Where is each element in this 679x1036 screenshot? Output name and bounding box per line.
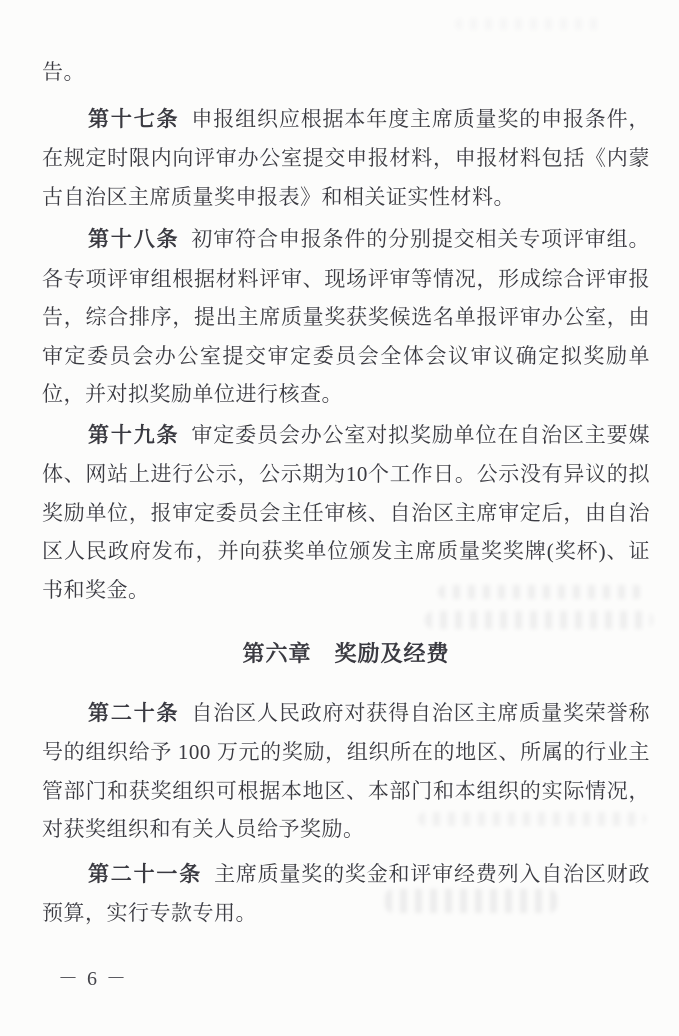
- article-19-paragraph: [42, 416, 650, 610]
- paragraph-line: 在规定时限内向评审办公室提交申报材料，申报材料包括《内蒙: [42, 146, 650, 170]
- paragraph-line: 古自治区主席质量奖申报表》和相关证实性材料。: [42, 184, 515, 209]
- paragraph-line: [42, 694, 650, 734]
- chapter-heading: 第六章 奖励及经费: [242, 641, 450, 666]
- article-21-text: 主席质量奖的奖金和评审经费列入自治区财政: [214, 861, 650, 886]
- paragraph-line: [42, 220, 650, 260]
- article-18-paragraph: [42, 220, 650, 414]
- paragraph-line: 告，综合排序，提出主席质量奖获奖候选名单报评审办公室，由: [42, 305, 650, 329]
- article-20-label: 第二十条: [88, 701, 180, 725]
- paragraph-line: 书和奖金。: [42, 577, 150, 602]
- paragraph-line: 审定委员会办公室提交审定委员会全体会议审议确定拟奖励单: [42, 343, 650, 368]
- carryover-paragraph: [42, 53, 650, 92]
- article-20-paragraph: [42, 694, 650, 849]
- paragraph-line: 告。: [42, 60, 85, 84]
- paragraph-line: [42, 416, 650, 456]
- paragraph-line: [42, 100, 650, 140]
- article-21-label: 第二十一条: [88, 862, 203, 886]
- paragraph-line: 体、网站上进行公示，公示期为10个工作日。公示没有异议的拟: [42, 462, 650, 486]
- paragraph-line: 奖励单位，报审定委员会主任审核、自治区主席审定后，由自治: [42, 500, 650, 525]
- paragraph-line: 各专项评审组根据材料评审、现场评审等情况，形成综合评审报: [42, 266, 650, 291]
- paragraph-line: 预算，实行专款专用。: [42, 901, 257, 925]
- page-number: － 6 －: [58, 968, 128, 990]
- article-17-paragraph: [42, 100, 650, 217]
- article-18-label: 第十八条: [88, 228, 180, 251]
- paragraph-line: 区人民政府发布，并向获奖单位颁发主席质量奖奖牌(奖杯)、证: [42, 539, 650, 563]
- article-17-label: 第十七条: [88, 107, 180, 131]
- paragraph-line: [42, 855, 650, 895]
- paragraph-line: 对获奖组织和有关人员给予奖励。: [42, 817, 365, 841]
- paragraph-line: 号的组织给予 100 万元的奖励，组织所在的地区、所属的行业主: [42, 740, 650, 764]
- article-19-text: 审定委员会办公室对拟奖励单位在自治区主要媒: [191, 422, 651, 447]
- article-21-paragraph: [42, 855, 650, 933]
- article-19-label: 第十九条: [88, 423, 180, 447]
- paragraph-line: 管部门和获奖组织可根据本地区、本部门和本组织的实际情况，: [42, 778, 650, 803]
- article-17-text: 申报组织应根据本年度主席质量奖的申报条件，: [191, 106, 651, 131]
- article-18-text: 初审符合申报条件的分别提交相关专项评审组。: [191, 227, 651, 251]
- paragraph-line: 位，并对拟奖励单位进行核查。: [42, 382, 343, 406]
- article-20-text: 自治区人民政府对获得自治区主席质量奖荣誉称: [191, 700, 651, 725]
